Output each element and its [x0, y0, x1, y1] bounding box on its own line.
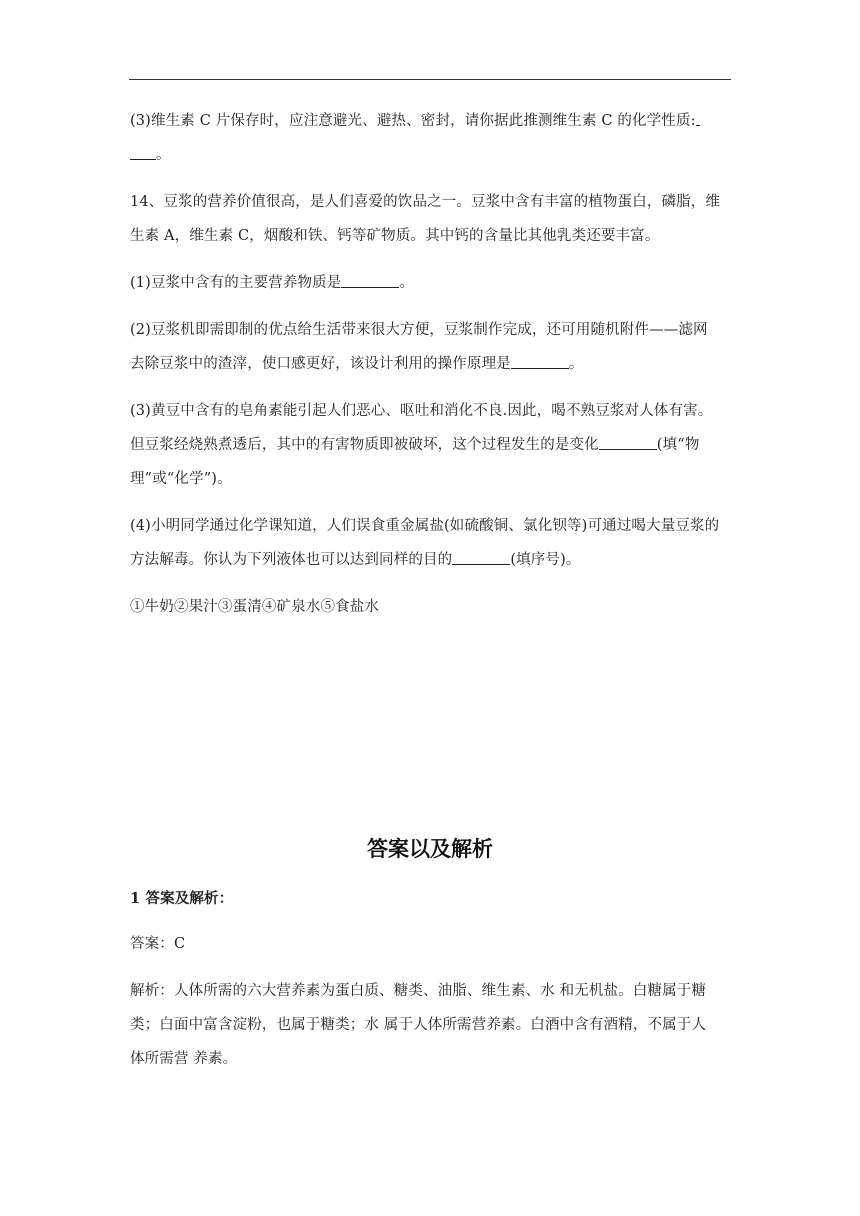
- q14-part3-line3: 理”或“化学”)。: [130, 471, 232, 487]
- answer-1-analysis-line3: 体所需营 养素。: [130, 1051, 238, 1067]
- answer-blank: [341, 271, 399, 288]
- q14-part2-line2: 去除豆浆中的渣滓，使口感更好，该设计利用的操作原理是 。: [130, 347, 730, 381]
- answer-blank: [452, 548, 510, 565]
- q14-part3-line1: (3)黄豆中含有的皂角素能引起人们恶心、呕吐和消化不良.因此，喝不熟豆浆对人体有害。: [130, 403, 713, 419]
- header-rule: [129, 79, 731, 80]
- answer-blank: [511, 352, 569, 369]
- q14-part1: (1)豆浆中含有的主要营养物质是 。: [130, 266, 730, 300]
- q14-part2-line1: (2)豆浆机即需即制的优点给生活带来很大方便，豆浆制作完成，还可用随机附件——滤网: [130, 322, 708, 338]
- answer-blank: [599, 433, 657, 450]
- q14-part4-line1: (4)小明同学通过化学课知道，人们误食重金属盐(如硫酸铜、氯化钡等)可通过喝大量豆浆的: [130, 518, 720, 534]
- answers-section: [130, 884, 730, 1076]
- answer-blank: [696, 109, 700, 126]
- answer-1-analysis-line1: 解析：人体所需的六大营养素为蛋白质、糖类、油脂、维生素、水 和无机盐。白糖属于糖: [130, 983, 707, 999]
- answer-1-analysis-line2: 类；白面中富含淀粉，也属于糖类；水 属于人体所需营养素。白酒中含有酒精，不属于人: [130, 1017, 707, 1033]
- answer-1-heading: 1 答案及解析：: [130, 890, 234, 907]
- answers-title: 答案以及解析: [367, 837, 493, 861]
- q14-part4-line2: 方法解毒。你认为下列液体也可以达到同样的目的 (填序号)。: [130, 543, 730, 577]
- q14-part3-line2: 但豆浆经烧熟煮透后，其中的有害物质即被破坏，这个过程发生的是变化 (填“物: [130, 428, 730, 462]
- q13-part3-line2: 。: [130, 138, 730, 172]
- q13-part3-line1: (3)维生素 C 片保存时，应注意避光、避热、密封，请你据此推测维生素 C 的化学性质:: [130, 104, 730, 138]
- q14-stem-line1: 14、豆浆的营养价值很高，是人们喜爱的饮品之一。豆浆中含有丰富的植物蛋白，磷脂，维: [130, 194, 721, 210]
- answer-blank: [130, 143, 156, 160]
- q14-options: ①牛奶②果汁③蛋清④矿泉水⑤食盐水: [130, 599, 380, 615]
- answer-1-value: 答案：C: [130, 936, 186, 952]
- q14-stem-line2: 生素 A，维生素 C，烟酸和铁、钙等矿物质。其中钙的含量比其他乳类还要丰富。: [130, 228, 660, 244]
- question-content: [130, 104, 730, 624]
